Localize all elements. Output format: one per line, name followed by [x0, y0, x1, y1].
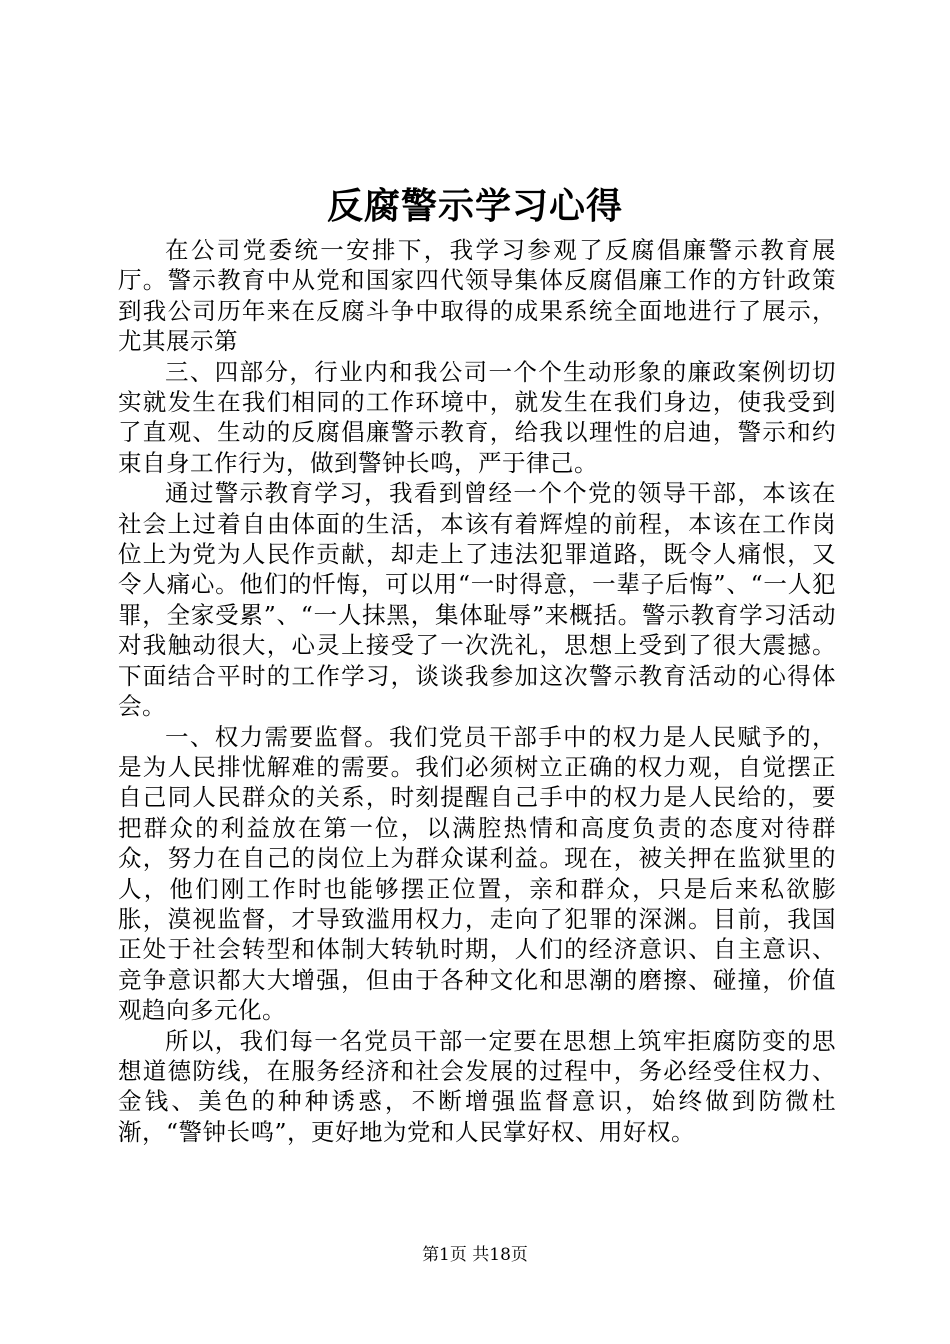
paragraph-4: 一、权力需要监督。我们党员干部手中的权力是人民赋予的，是为人民排忧解难的需要。我们必须树立正确的权力观，自觉摆正自己同人民群众的关系，时刻提醒自己手中的权力是人民给的，要把群众的利益放在第一位，以满腔热情和高度负责的态度对待群众，努力在自己的岗位上为群众谋利益。现在，被关押在监狱里的人，他们刚工作时也能够摆正位置，亲和群众，只是后来私欲膨胀，漠视监督，才导致滥用权力，走向了犯罪的深渊。目前，我国正处于社会转型和体制大转轨时期，人们的经济意识、自主意识、竞争意识都大大增强，但由于各种文化和思潮的磨擦、碰撞，价值观趋向多元化。	[118, 722, 836, 1025]
paragraph-3: 通过警示教育学习，我看到曾经一个个党的领导干部，本该在社会上过着自由体面的生活，本该有着辉煌的前程，本该在工作岗位上为党为人民作贡献，却走上了违法犯罪道路，既令人痛恨，又令人痛心。他们的忏悔，可以用“一时得意，一辈子后悔”、“一人犯罪，全家受累”、“一人抹黑，集体耻辱”来概括。警示教育学习活动对我触动很大，心灵上接受了一次洗礼，思想上受到了很大震撼。下面结合平时的工作学习，谈谈我参加这次警示教育活动的心得体会。	[118, 479, 836, 721]
page-number-footer: 第1页 共18页	[422, 1245, 528, 1265]
document-title: 反腐警示学习心得	[326, 185, 623, 227]
paragraph-2: 三、四部分，行业内和我公司一个个生动形象的廉政案例切切实就发生在我们相同的工作环境中，就发生在我们身边，使我受到了直观、生动的反腐倡廉警示教育，给我以理性的启迪，警示和约束自身工作行为，做到警钟长鸣，严于律己。	[118, 357, 836, 477]
document-body	[118, 235, 836, 1147]
paragraph-1: 在公司党委统一安排下，我学习参观了反腐倡廉警示教育展厅。警示教育中从党和国家四代领导集体反腐倡廉工作的方针政策到我公司历年来在反腐斗争中取得的成果系统全面地进行了展示，尤其展示第	[118, 236, 836, 356]
paragraph-5: 所以，我们每一名党员干部一定要在思想上筑牢拒腐防变的思想道德防线，在服务经济和社会发展的过程中，务必经受住权力、金钱、美色的种种诱惑，不断增强监督意识，始终做到防微杜渐，“警钟长鸣”，更好地为党和人民掌好权、用好权。	[118, 1026, 836, 1146]
